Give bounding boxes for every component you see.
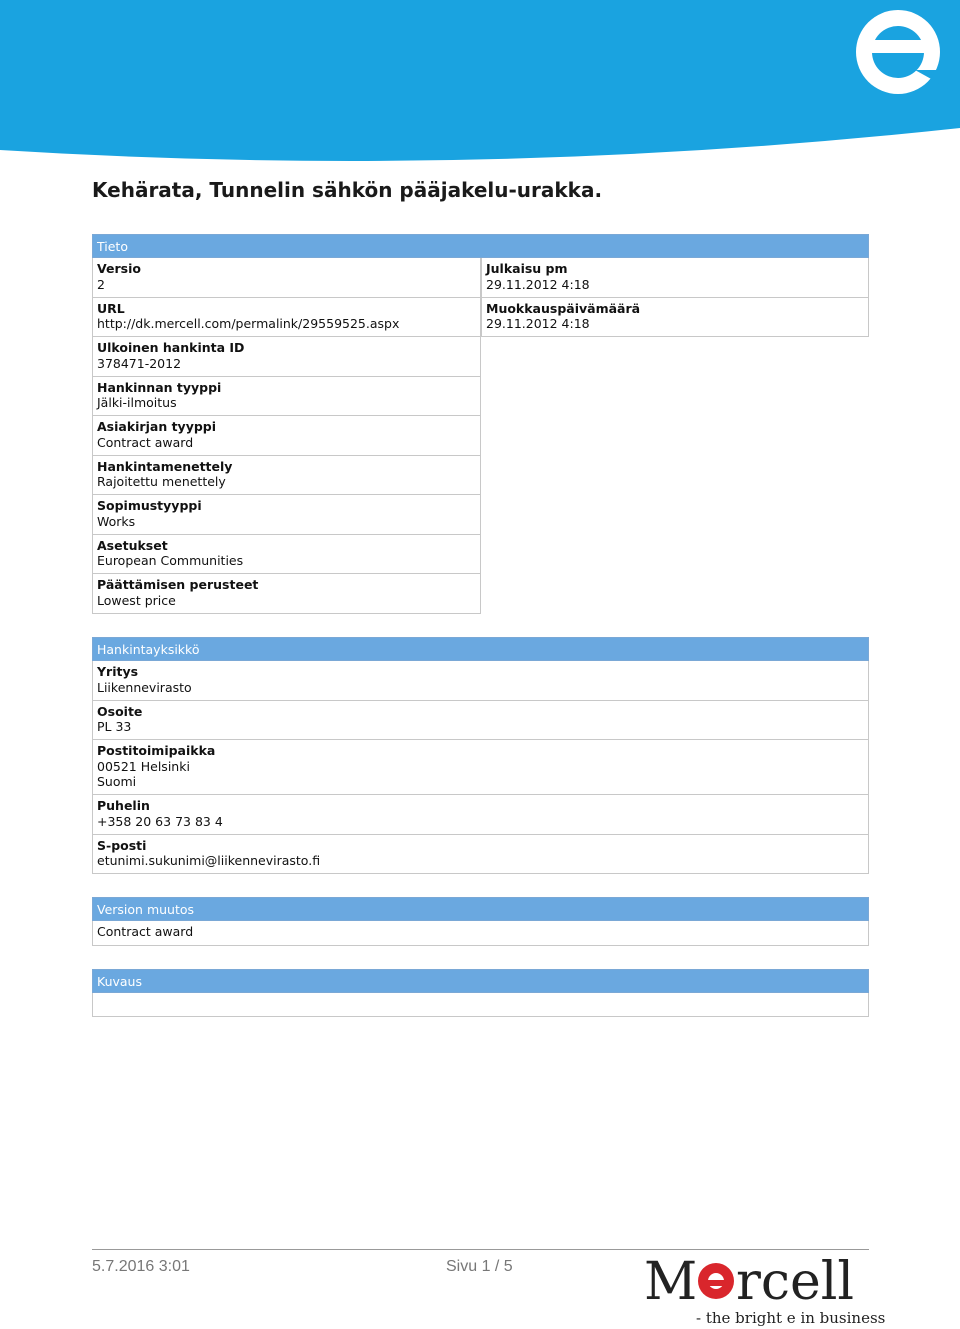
field-value: 29.11.2012 4:18 [486,276,590,292]
field-value: Lowest price [97,592,176,608]
section-heading: Kuvaus [92,969,869,993]
mercell-e-mark-icon [698,1263,734,1299]
url-link[interactable]: http://dk.mercell.com/permalink/29559525.aspx [97,316,400,331]
field-label: Puhelin [97,798,150,813]
field-label: Muokkauspäivämäärä [486,300,641,316]
field-label: S-posti [97,837,147,853]
field-label: URL [97,300,125,316]
field-label: Osoite [97,703,143,719]
kuvaus-section [92,969,869,1017]
field-row [92,495,481,535]
header-banner [0,0,960,165]
footer-divider [92,1249,869,1250]
field-value: Contract award [97,434,194,450]
field-row [92,701,869,741]
page-number: Sivu 1 / 5 [446,1258,513,1275]
field-label: Päättämisen perusteet [97,577,259,592]
field-row [92,456,481,496]
field-row [92,535,481,575]
field-row [481,298,869,338]
field-label: Versio [97,261,141,276]
field-label: Julkaisu pm [486,261,568,276]
email-link[interactable]: etunimi.sukunimi@liikennevirasto.fi [97,853,321,868]
field-value: European Communities [97,553,244,568]
field-row [92,337,481,377]
field-value: PL 33 [97,719,132,734]
field-value: Liikennevirasto [97,679,192,695]
field-label: Postitoimipaikka [97,743,216,758]
svg-text:M: M [644,1253,698,1312]
document-title: Kehärata, Tunnelin sähkön pääjakelu-urakka. [92,178,603,202]
field-value: Contract award [97,924,194,939]
field-row [92,921,869,946]
field-label: Asetukset [97,537,168,553]
version-muutos-section [92,897,869,946]
field-label: Yritys [97,664,139,679]
field-row [92,258,481,298]
field-value: 378471-2012 [97,355,182,371]
field-label: Sopimustyyppi [97,498,202,513]
field-label: Hankinnan tyyppi [97,379,222,395]
field-value: 00521 Helsinki [97,758,190,774]
field-value: Works [97,513,136,529]
field-row [481,258,869,298]
svg-text:rcell: rcell [736,1253,855,1312]
field-row [92,740,869,795]
field-row [92,993,869,1017]
field-label: Asiakirjan tyyppi [97,419,217,434]
mercell-logo [644,1253,886,1329]
field-row [92,377,481,417]
field-row [92,795,869,835]
logo-tagline: - the bright e in business [696,1309,886,1327]
field-value: +358 20 63 73 83 4 [97,813,223,829]
field-label: Hankintamenettely [97,458,233,474]
footer-date: 5.7.2016 3:01 [92,1258,190,1275]
tieto-section [92,234,869,614]
field-row [92,298,481,338]
field-value: 2 [97,276,105,292]
field-value: Jälki-ilmoitus [97,395,177,410]
section-heading: Tieto [92,234,869,258]
field-row [92,416,481,456]
tieto-left-column [92,258,481,614]
tieto-right-column [481,258,869,614]
field-label: Ulkoinen hankinta ID [97,340,245,355]
field-value: 29.11.2012 4:18 [486,316,590,331]
field-row [92,835,869,875]
field-row [92,661,869,701]
section-heading: Version muutos [92,897,869,921]
section-heading: Hankintayksikkö [92,637,869,661]
field-row [92,574,481,614]
hankintayksikko-section [92,637,869,874]
field-value-country: Suomi [97,774,137,789]
field-value: Rajoitettu menettely [97,474,226,489]
